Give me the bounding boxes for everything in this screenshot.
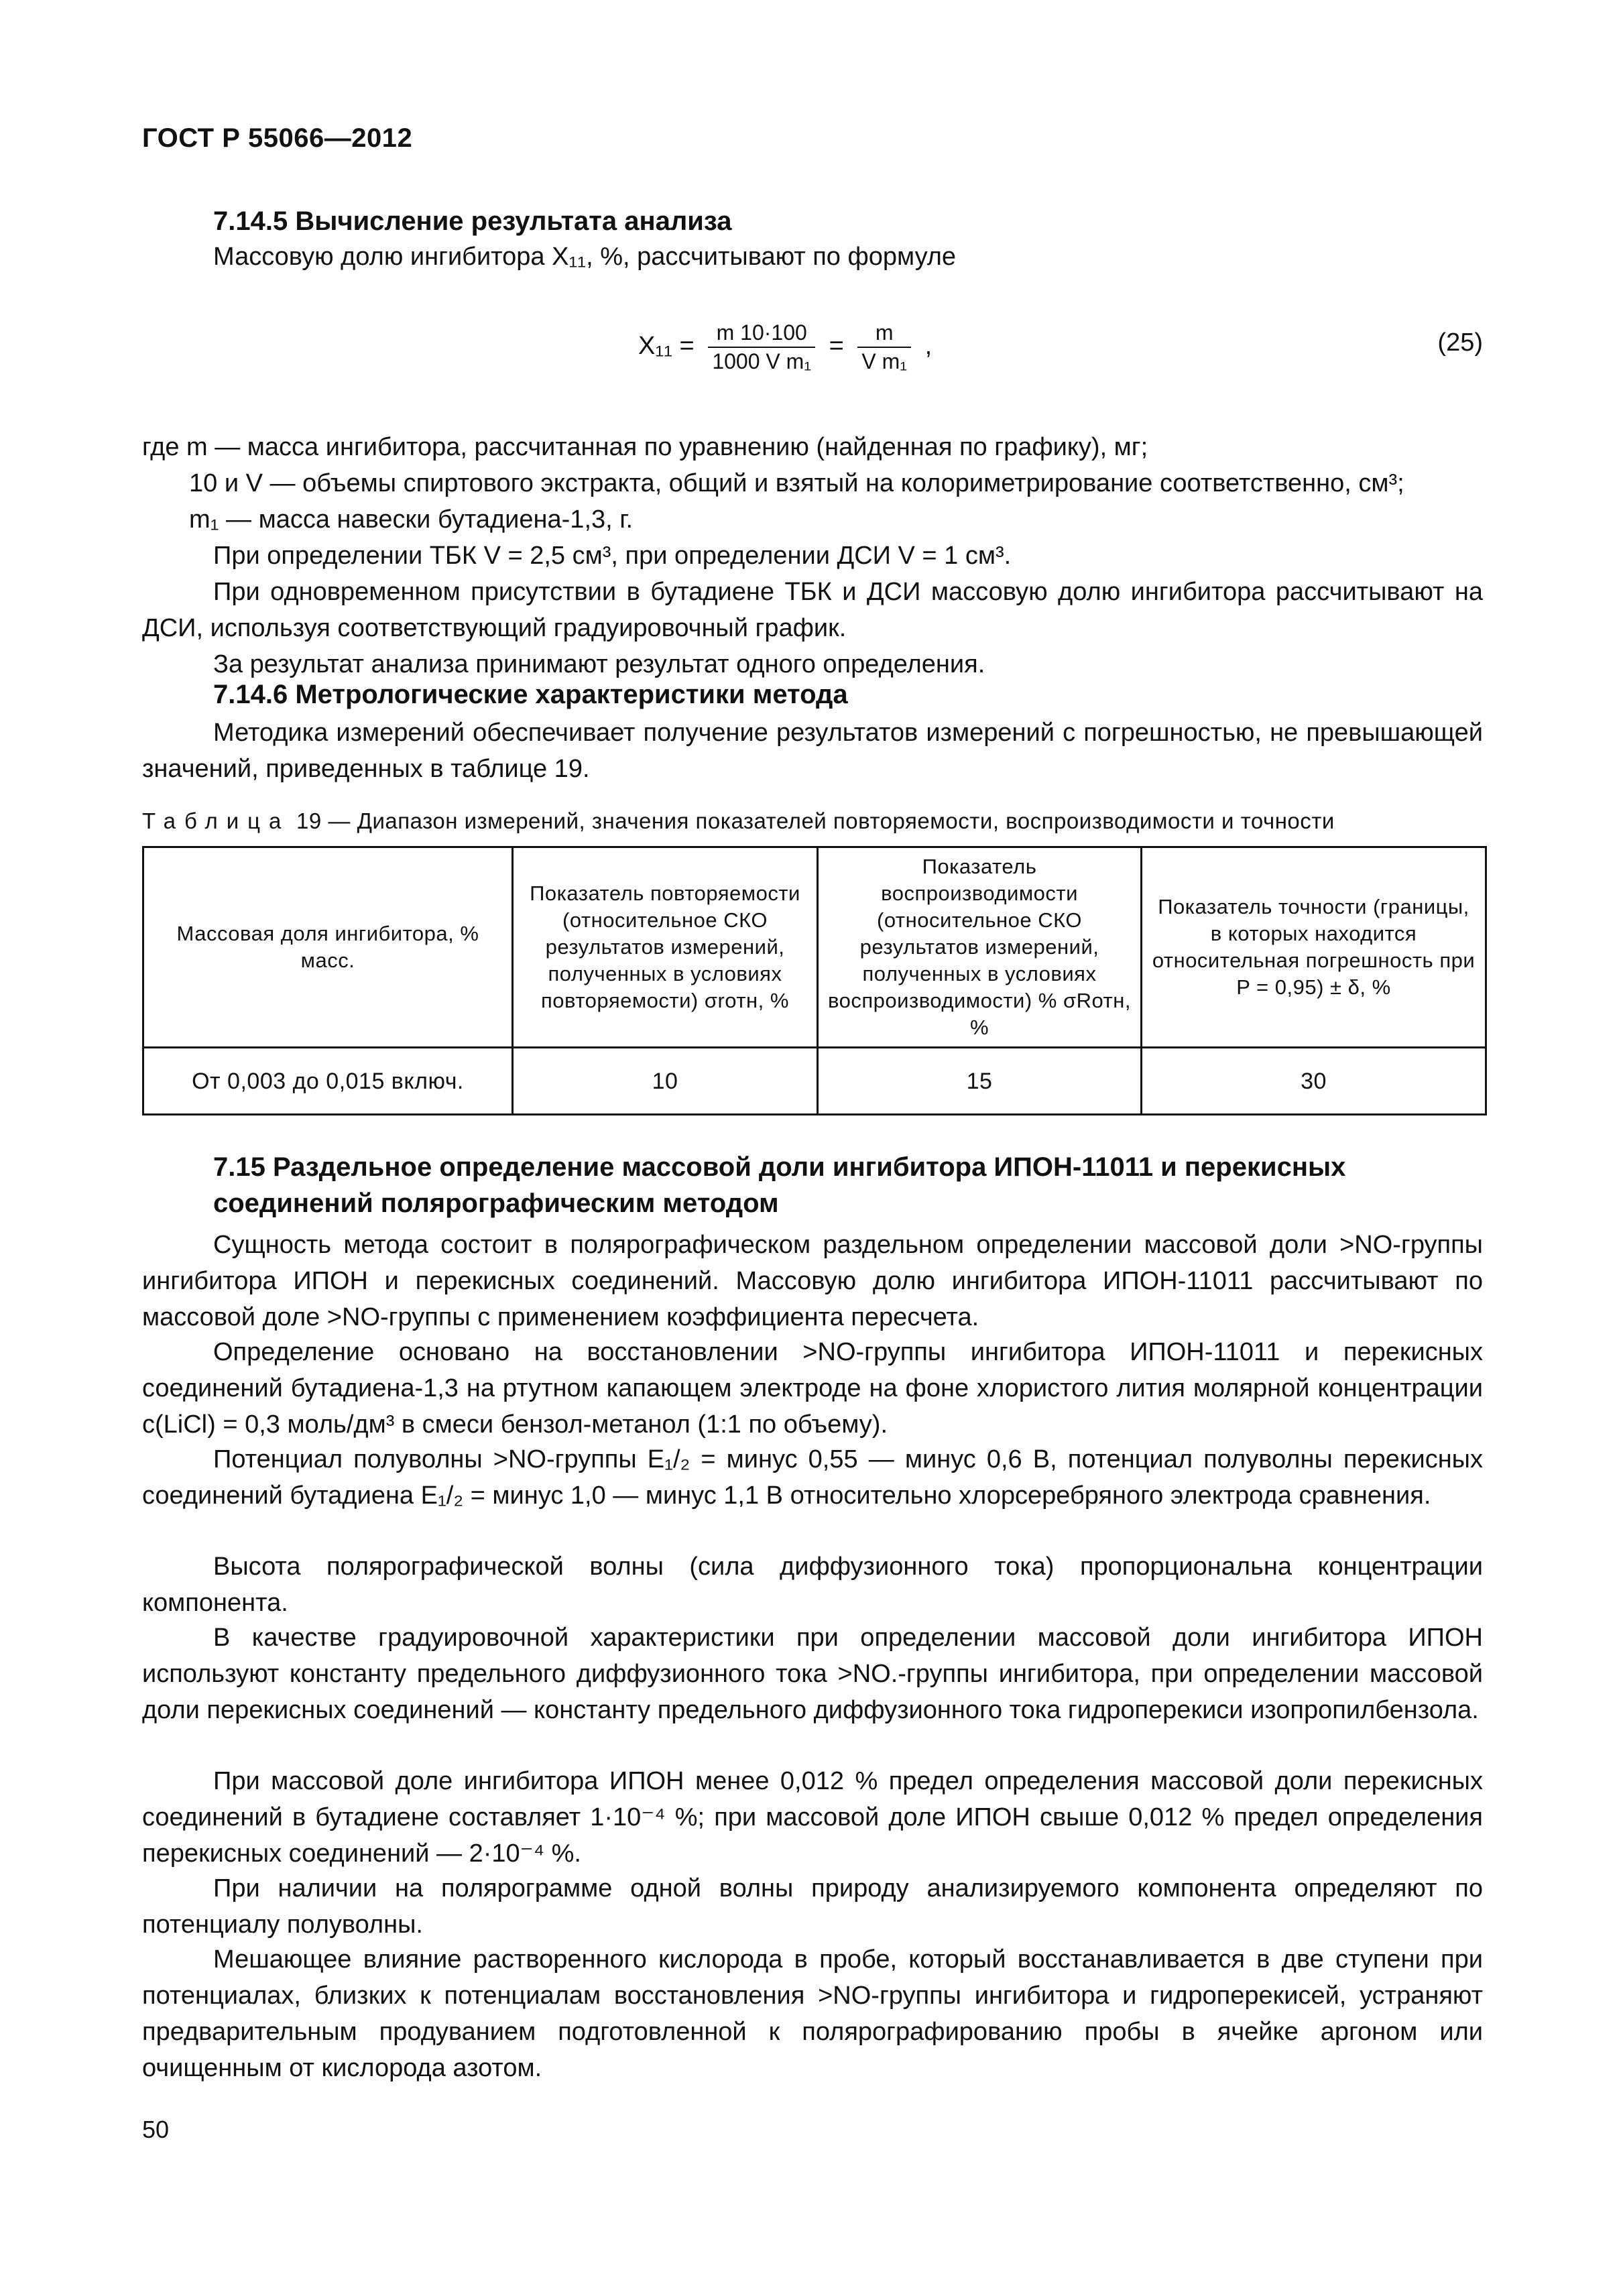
paragraph-result: За результат анализа принимают результат одного определения. bbox=[213, 650, 985, 678]
table-cell-accuracy: 30 bbox=[1142, 1048, 1486, 1115]
paragraph-detection-limit: При массовой доле ингибитора ИПОН менее 0,012 % предел определения массовой доли перекисных соединений в бутадиене составляет 1·10⁻⁴ %; при массовой доле ИПОН свыше 0,012 % предел определения перекисных соединений — 2·10⁻⁴ %. bbox=[142, 1767, 1483, 1868]
fraction-2-numerator: m bbox=[857, 320, 911, 348]
formula-intro: Массовую долю ингибитора X₁₁, %, рассчитывают по формуле bbox=[213, 243, 957, 271]
where-line-2: 10 и V — объемы спиртового экстракта, общий и взятый на колориметрирование соответственно, см³; bbox=[189, 469, 1404, 497]
table-header-accuracy: Показатель точности (границы, в которых находится относительная погрешность при P = 0,95) ± δ, % bbox=[1142, 847, 1486, 1048]
formula-25 bbox=[638, 320, 932, 401]
table-cell-range: От 0,003 до 0,015 включ. bbox=[143, 1048, 513, 1115]
paragraph-essence: Сущность метода состоит в полярографическом раздельном определении массовой доли >NO-группы ингибитора ИПОН и перекисных соединений. Массовую долю ингибитора ИПОН-11011 рассчитывают по массовой доле >NO-группы с применением коэффициента пересчета. bbox=[142, 1231, 1483, 1331]
page-number: 50 bbox=[142, 2116, 170, 2143]
paragraph-metrology: Методика измерений обеспечивает получение результатов измерений с погрешностью, не превышающей значений, приведенных в таблице 19. bbox=[142, 719, 1483, 783]
fraction-1-denominator: 1000 V m₁ bbox=[712, 349, 812, 373]
paragraph-simultaneous: При одновременном присутствии в бутадиене ТБК и ДСИ массовую долю ингибитора рассчитывают на ДСИ, используя соответствующий градуировочный график. bbox=[142, 578, 1483, 642]
formula-tail: , bbox=[924, 332, 933, 361]
table-header-repeatability: Показатель повторяемости (относительное СКО результатов измерений, полученных в условиях повторяемости) σrотн, % bbox=[513, 847, 818, 1048]
paragraph-wave-height: Высота полярографической волны (сила диффузионного тока) пропорциональна концентрации компонента. bbox=[142, 1553, 1483, 1617]
where-line-1: где m — масса ингибитора, рассчитанная по уравнению (найденная по графику), мг; bbox=[142, 433, 1148, 461]
section-title-7-14-5: 7.14.5 Вычисление результата анализа bbox=[213, 206, 732, 236]
table-caption-word: Таблица bbox=[142, 808, 290, 833]
formula-fraction-2 bbox=[857, 320, 911, 374]
table-cell-repeatability: 10 bbox=[513, 1048, 818, 1115]
formula-lhs: X₁₁ = bbox=[638, 332, 695, 361]
paragraph-half-wave: Потенциал полуволны >NO-группы E₁/₂ = минус 0,55 — минус 0,6 В, потенциал полуволны перекисных соединений бутадиена E₁/₂ = минус 1,0 — минус 1,1 В относительно хлорсеребряного электрода сравнения. bbox=[142, 1445, 1483, 1510]
where-line-3: m₁ — масса навески бутадиена-1,3, г. bbox=[189, 505, 634, 534]
table-caption bbox=[142, 808, 1335, 834]
table-row bbox=[143, 1048, 1486, 1115]
table-header-mass-fraction: Массовая доля ингибитора, % масс. bbox=[143, 847, 513, 1048]
paragraph-tbk-dsi: При определении ТБК V = 2,5 см³, при определении ДСИ V = 1 см³. bbox=[213, 542, 1012, 570]
table-header-reproducibility: Показатель воспроизводимости (относительное СКО результатов измерений, полученных в условиях воспроизводимости) % σRотн, % bbox=[818, 847, 1142, 1048]
paragraph-oxygen: Мешающее влияние растворенного кислорода в пробе, который восстанавливается в две ступени при потенциалах, близких к потенциалам восстановления >NO-группы ингибитора и гидроперекисей, устраняют предварительным продуванием подготовленной к полярографированию пробы в ячейке аргоном или очищенным от кислорода азотом. bbox=[142, 1945, 1483, 2082]
paragraph-basis: Определение основано на восстановлении >NO-группы ингибитора ИПОН-11011 и перекисных соединений бутадиена-1,3 на ртутном капающем электроде на фоне хлористого лития молярной концентрации c(LiCl) = 0,3 моль/дм³ в смеси бензол-метанол (1:1 по объему). bbox=[142, 1338, 1483, 1439]
table-19 bbox=[142, 846, 1487, 1115]
table-cell-reproducibility: 15 bbox=[818, 1048, 1142, 1115]
fraction-1-numerator: m 10·100 bbox=[708, 320, 815, 348]
formula-number: (25) bbox=[1437, 328, 1483, 357]
fraction-2-denominator: V m₁ bbox=[861, 349, 908, 373]
section-title-7-14-6: 7.14.6 Метрологические характеристики метода bbox=[213, 680, 848, 709]
table-caption-text: 19 — Диапазон измерений, значения показателей повторяемости, воспроизводимости и точности bbox=[290, 808, 1335, 833]
paragraph-calibration: В качестве градуировочной характеристики при определении массовой доли ингибитора ИПОН используют константу предельного диффузионного тока >NO.-группы ингибитора, при определении массовой доли перекисных соединений — константу предельного диффузионного тока гидроперекиси изопропилбензола. bbox=[142, 1624, 1483, 1724]
table-header-row bbox=[143, 847, 1486, 1048]
paragraph-single-wave: При наличии на полярограмме одной волны природу анализируемого компонента определяют по потенциалу полуволны. bbox=[142, 1874, 1483, 1939]
document-header: ГОСТ Р 55066—2012 bbox=[142, 123, 413, 153]
formula-fraction-1 bbox=[708, 320, 815, 374]
formula-equals: = bbox=[829, 332, 844, 361]
section-title-7-15: 7.15 Раздельное определение массовой доли ингибитора ИПОН-11011 и перекисных соединений полярографическим методом bbox=[213, 1152, 1346, 1218]
